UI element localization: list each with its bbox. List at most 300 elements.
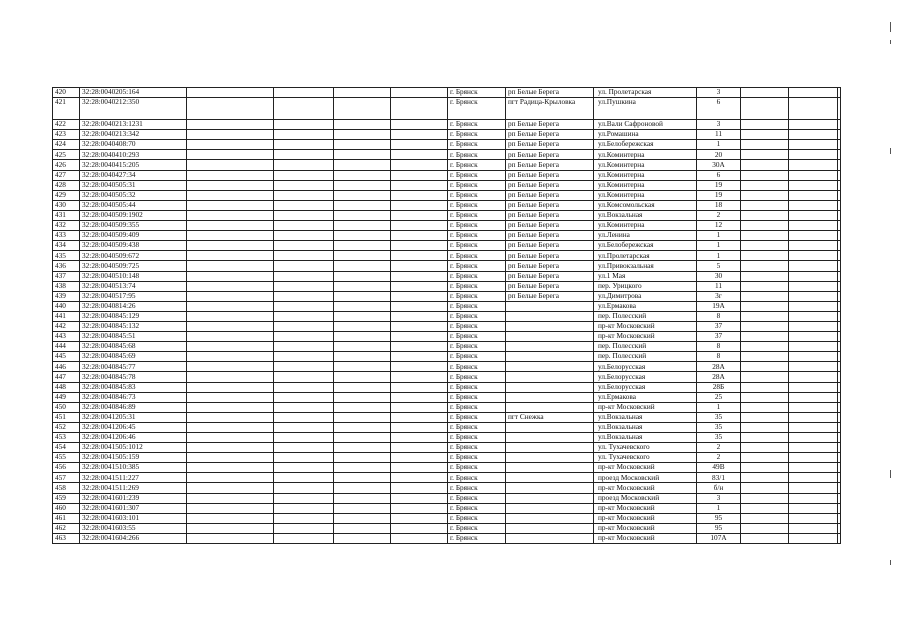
city-cell: г. Брянск: [448, 463, 506, 473]
blank-cell: [187, 352, 274, 362]
cadastral-number-cell: 32:28:0040845:68: [80, 342, 187, 352]
house-number-cell: 8: [697, 352, 741, 362]
blank-cell: [838, 160, 841, 170]
house-number-cell: 107А: [697, 533, 741, 543]
street-cell: ул.Коминтерна: [594, 170, 697, 180]
blank-cell: [274, 523, 334, 533]
row-number-cell: 434: [53, 241, 80, 251]
blank-cell: [334, 210, 391, 220]
row-number-cell: 443: [53, 332, 80, 342]
house-number-cell: 37: [697, 321, 741, 331]
street-cell: пер. Полесский: [594, 311, 697, 321]
house-number-cell: 6: [697, 98, 741, 120]
cadastral-number-cell: 32:28:0040509:725: [80, 261, 187, 271]
blank-cell: [391, 160, 448, 170]
blank-cell: [187, 190, 274, 200]
blank-cell: [187, 433, 274, 443]
blank-cell: [187, 412, 274, 422]
city-cell: г. Брянск: [448, 342, 506, 352]
blank-cell: [838, 443, 841, 453]
blank-cell: [274, 533, 334, 543]
table-row: [53, 473, 841, 483]
blank-cell: [741, 261, 789, 271]
street-cell: ул.Белобережская: [594, 140, 697, 150]
blank-cell: [274, 180, 334, 190]
house-number-cell: 8: [697, 342, 741, 352]
blank-cell: [274, 190, 334, 200]
house-number-cell: 28А: [697, 362, 741, 372]
city-cell: г. Брянск: [448, 473, 506, 483]
blank-cell: [334, 483, 391, 493]
table-row: [53, 281, 841, 291]
city-cell: г. Брянск: [448, 513, 506, 523]
settlement-cell: рп Белые Берега: [506, 231, 594, 241]
blank-cell: [274, 352, 334, 362]
cadastral-number-cell: 32:28:0040205:164: [80, 88, 187, 98]
settlement-cell: рп Белые Берега: [506, 251, 594, 261]
settlement-cell: рп Белые Берега: [506, 261, 594, 271]
blank-cell: [741, 180, 789, 190]
blank-cell: [789, 533, 838, 543]
settlement-cell: [506, 483, 594, 493]
blank-cell: [334, 130, 391, 140]
blank-cell: [391, 382, 448, 392]
blank-cell: [391, 503, 448, 513]
settlement-cell: [506, 352, 594, 362]
cadastral-number-cell: 32:28:0041603:55: [80, 523, 187, 533]
settlement-cell: рп Белые Берега: [506, 88, 594, 98]
cadastral-number-cell: 32:28:0041511:269: [80, 483, 187, 493]
cadastral-number-cell: 32:28:0040510:148: [80, 271, 187, 281]
street-cell: пр-кт Московский: [594, 523, 697, 533]
blank-cell: [187, 210, 274, 220]
row-number-cell: 429: [53, 190, 80, 200]
city-cell: г. Брянск: [448, 523, 506, 533]
blank-cell: [838, 311, 841, 321]
blank-cell: [274, 392, 334, 402]
blank-cell: [789, 463, 838, 473]
row-number-cell: 449: [53, 392, 80, 402]
blank-cell: [789, 231, 838, 241]
blank-cell: [741, 352, 789, 362]
blank-cell: [838, 503, 841, 513]
blank-cell: [334, 291, 391, 301]
street-cell: ул.Ленина: [594, 231, 697, 241]
table-row: [53, 180, 841, 190]
blank-cell: [274, 150, 334, 160]
cadastral-number-cell: 32:28:0040845:51: [80, 332, 187, 342]
blank-cell: [187, 231, 274, 241]
settlement-cell: рп Белые Берега: [506, 281, 594, 291]
row-number-cell: 463: [53, 533, 80, 543]
blank-cell: [838, 251, 841, 261]
blank-cell: [334, 241, 391, 251]
blank-cell: [391, 533, 448, 543]
settlement-cell: [506, 503, 594, 513]
blank-cell: [741, 382, 789, 392]
street-cell: пр-кт Московский: [594, 533, 697, 543]
blank-cell: [838, 210, 841, 220]
blank-cell: [741, 513, 789, 523]
blank-cell: [274, 443, 334, 453]
blank-cell: [838, 523, 841, 533]
blank-cell: [274, 120, 334, 130]
blank-cell: [187, 453, 274, 463]
street-cell: ул.Коминтерна: [594, 180, 697, 190]
blank-cell: [789, 342, 838, 352]
street-cell: ул.Комсомольская: [594, 200, 697, 210]
city-cell: г. Брянск: [448, 200, 506, 210]
city-cell: г. Брянск: [448, 120, 506, 130]
blank-cell: [334, 190, 391, 200]
row-number-cell: 421: [53, 98, 80, 120]
table-row: [53, 301, 841, 311]
blank-cell: [391, 483, 448, 493]
city-cell: г. Брянск: [448, 311, 506, 321]
blank-cell: [838, 231, 841, 241]
blank-cell: [741, 372, 789, 382]
blank-cell: [391, 291, 448, 301]
table-row: [53, 422, 841, 432]
blank-cell: [274, 433, 334, 443]
blank-cell: [187, 463, 274, 473]
blank-cell: [391, 433, 448, 443]
blank-cell: [187, 402, 274, 412]
blank-cell: [187, 382, 274, 392]
city-cell: г. Брянск: [448, 241, 506, 251]
blank-cell: [838, 170, 841, 180]
settlement-cell: [506, 463, 594, 473]
blank-cell: [391, 210, 448, 220]
blank-cell: [741, 342, 789, 352]
table-row: [53, 120, 841, 130]
blank-cell: [187, 321, 274, 331]
city-cell: г. Брянск: [448, 140, 506, 150]
blank-cell: [274, 281, 334, 291]
blank-cell: [789, 88, 838, 98]
blank-cell: [391, 140, 448, 150]
table-row: [53, 150, 841, 160]
city-cell: г. Брянск: [448, 332, 506, 342]
settlement-cell: [506, 433, 594, 443]
table-row: [53, 130, 841, 140]
cadastral-number-cell: 32:28:0041604:266: [80, 533, 187, 543]
blank-cell: [789, 372, 838, 382]
city-cell: г. Брянск: [448, 352, 506, 362]
blank-cell: [391, 332, 448, 342]
city-cell: г. Брянск: [448, 301, 506, 311]
settlement-cell: [506, 493, 594, 503]
row-number-cell: 424: [53, 140, 80, 150]
street-cell: ул.Димитрова: [594, 291, 697, 301]
settlement-cell: [506, 372, 594, 382]
blank-cell: [838, 402, 841, 412]
city-cell: г. Брянск: [448, 160, 506, 170]
city-cell: г. Брянск: [448, 291, 506, 301]
city-cell: г. Брянск: [448, 382, 506, 392]
blank-cell: [274, 251, 334, 261]
blank-cell: [274, 453, 334, 463]
blank-cell: [838, 463, 841, 473]
city-cell: г. Брянск: [448, 221, 506, 231]
blank-cell: [274, 130, 334, 140]
blank-cell: [187, 311, 274, 321]
blank-cell: [741, 332, 789, 342]
blank-cell: [838, 200, 841, 210]
cadastral-number-cell: 32:28:0040845:78: [80, 372, 187, 382]
cadastral-number-cell: 32:28:0041511:227: [80, 473, 187, 483]
blank-cell: [838, 261, 841, 271]
settlement-cell: [506, 342, 594, 352]
house-number-cell: 19А: [697, 301, 741, 311]
city-cell: г. Брянск: [448, 453, 506, 463]
row-number-cell: 422: [53, 120, 80, 130]
blank-cell: [838, 533, 841, 543]
blank-cell: [741, 443, 789, 453]
blank-cell: [274, 412, 334, 422]
blank-cell: [789, 221, 838, 231]
blank-cell: [274, 98, 334, 120]
cadastral-number-cell: 32:28:0040509:438: [80, 241, 187, 251]
blank-cell: [741, 503, 789, 513]
city-cell: г. Брянск: [448, 503, 506, 513]
blank-cell: [391, 523, 448, 533]
row-number-cell: 461: [53, 513, 80, 523]
settlement-cell: [506, 301, 594, 311]
cadastral-number-cell: 32:28:0040213:1231: [80, 120, 187, 130]
blank-cell: [741, 221, 789, 231]
blank-cell: [741, 463, 789, 473]
blank-cell: [741, 281, 789, 291]
cadastral-number-cell: 32:28:0040408:70: [80, 140, 187, 150]
blank-cell: [334, 402, 391, 412]
street-cell: пр-кт Московский: [594, 332, 697, 342]
house-number-cell: 83/1: [697, 473, 741, 483]
blank-cell: [789, 362, 838, 372]
blank-cell: [391, 352, 448, 362]
cadastral-number-cell: 32:28:0041206:45: [80, 422, 187, 432]
blank-cell: [187, 291, 274, 301]
house-number-cell: 37: [697, 332, 741, 342]
blank-cell: [741, 291, 789, 301]
table-row: [53, 311, 841, 321]
blank-cell: [838, 150, 841, 160]
settlement-cell: [506, 523, 594, 533]
settlement-cell: [506, 332, 594, 342]
blank-cell: [391, 453, 448, 463]
city-cell: г. Брянск: [448, 271, 506, 281]
cadastral-number-cell: 32:28:0041206:46: [80, 433, 187, 443]
table-row: [53, 362, 841, 372]
street-cell: проезд Московский: [594, 493, 697, 503]
blank-cell: [391, 463, 448, 473]
row-number-cell: 452: [53, 422, 80, 432]
table-row: [53, 88, 841, 98]
house-number-cell: 19: [697, 180, 741, 190]
blank-cell: [838, 88, 841, 98]
blank-cell: [187, 140, 274, 150]
table-row: [53, 443, 841, 453]
city-cell: г. Брянск: [448, 372, 506, 382]
house-number-cell: 1: [697, 140, 741, 150]
blank-cell: [391, 443, 448, 453]
settlement-cell: [506, 533, 594, 543]
cadastral-number-cell: 32:28:0041505:1012: [80, 443, 187, 453]
blank-cell: [334, 160, 391, 170]
blank-cell: [274, 342, 334, 352]
row-number-cell: 436: [53, 261, 80, 271]
street-cell: пр-кт Московский: [594, 402, 697, 412]
settlement-cell: [506, 402, 594, 412]
street-cell: ул.Вокзальная: [594, 433, 697, 443]
street-cell: пер. Полесский: [594, 342, 697, 352]
blank-cell: [334, 332, 391, 342]
blank-cell: [789, 321, 838, 331]
table-row: [53, 231, 841, 241]
house-number-cell: 6: [697, 170, 741, 180]
street-cell: ул. Тухачевского: [594, 453, 697, 463]
blank-cell: [187, 261, 274, 271]
blank-cell: [838, 453, 841, 463]
blank-cell: [838, 422, 841, 432]
table-row: [53, 98, 841, 120]
city-cell: г. Брянск: [448, 281, 506, 291]
blank-cell: [334, 301, 391, 311]
blank-cell: [391, 190, 448, 200]
cadastral-number-cell: 32:28:0040517:95: [80, 291, 187, 301]
house-number-cell: 1: [697, 241, 741, 251]
cadastral-number-cell: 32:28:0041601:239: [80, 493, 187, 503]
settlement-cell: [506, 443, 594, 453]
blank-cell: [741, 140, 789, 150]
house-number-cell: 11: [697, 130, 741, 140]
table-row: [53, 392, 841, 402]
row-number-cell: 435: [53, 251, 80, 261]
house-number-cell: 3: [697, 120, 741, 130]
blank-cell: [334, 311, 391, 321]
table-body: [53, 88, 841, 544]
blank-cell: [187, 160, 274, 170]
blank-cell: [334, 453, 391, 463]
settlement-cell: рп Белые Берега: [506, 130, 594, 140]
house-number-cell: 8: [697, 311, 741, 321]
cadastral-number-cell: 32:28:0040845:132: [80, 321, 187, 331]
row-number-cell: 442: [53, 321, 80, 331]
blank-cell: [334, 261, 391, 271]
blank-cell: [741, 301, 789, 311]
blank-cell: [187, 150, 274, 160]
blank-cell: [789, 422, 838, 432]
blank-cell: [789, 261, 838, 271]
city-cell: г. Брянск: [448, 98, 506, 120]
blank-cell: [187, 180, 274, 190]
blank-cell: [187, 281, 274, 291]
blank-cell: [789, 433, 838, 443]
blank-cell: [741, 412, 789, 422]
cadastral-number-cell: 32:28:0040509:355: [80, 221, 187, 231]
blank-cell: [838, 382, 841, 392]
street-cell: ул. Тухачевского: [594, 443, 697, 453]
settlement-cell: [506, 422, 594, 432]
street-cell: пер. Урицкого: [594, 281, 697, 291]
blank-cell: [838, 483, 841, 493]
cadastral-number-cell: 32:28:0040505:31: [80, 180, 187, 190]
blank-cell: [391, 281, 448, 291]
blank-cell: [334, 513, 391, 523]
row-number-cell: 460: [53, 503, 80, 513]
row-number-cell: 462: [53, 523, 80, 533]
settlement-cell: рп Белые Берега: [506, 150, 594, 160]
blank-cell: [187, 271, 274, 281]
house-number-cell: 2: [697, 210, 741, 220]
blank-cell: [187, 533, 274, 543]
settlement-cell: рп Белые Берега: [506, 160, 594, 170]
street-cell: проезд Московский: [594, 473, 697, 483]
blank-cell: [741, 88, 789, 98]
city-cell: г. Брянск: [448, 261, 506, 271]
house-number-cell: 12: [697, 221, 741, 231]
blank-cell: [391, 150, 448, 160]
row-number-cell: 453: [53, 433, 80, 443]
blank-cell: [391, 513, 448, 523]
row-number-cell: 456: [53, 463, 80, 473]
city-cell: г. Брянск: [448, 443, 506, 453]
blank-cell: [334, 533, 391, 543]
cadastral-number-cell: 32:28:0040846:73: [80, 392, 187, 402]
house-number-cell: б/н: [697, 483, 741, 493]
blank-cell: [274, 271, 334, 281]
row-number-cell: 455: [53, 453, 80, 463]
house-number-cell: 35: [697, 433, 741, 443]
blank-cell: [391, 311, 448, 321]
blank-cell: [187, 422, 274, 432]
blank-cell: [789, 523, 838, 533]
table-row: [53, 463, 841, 473]
blank-cell: [838, 180, 841, 190]
blank-cell: [334, 88, 391, 98]
street-cell: ул.Коминтерна: [594, 221, 697, 231]
table-row: [53, 412, 841, 422]
house-number-cell: 2: [697, 453, 741, 463]
row-number-cell: 448: [53, 382, 80, 392]
row-number-cell: 445: [53, 352, 80, 362]
cadastral-number-cell: 32:28:0040846:89: [80, 402, 187, 412]
blank-cell: [274, 231, 334, 241]
cadastral-number-cell: 32:28:0040814:26: [80, 301, 187, 311]
house-number-cell: 3: [697, 493, 741, 503]
table-row: [53, 433, 841, 443]
blank-cell: [789, 130, 838, 140]
blank-cell: [391, 180, 448, 190]
street-cell: ул.Пушкина: [594, 98, 697, 120]
blank-cell: [741, 210, 789, 220]
blank-cell: [741, 251, 789, 261]
blank-cell: [334, 221, 391, 231]
table-row: [53, 372, 841, 382]
settlement-cell: рп Белые Берега: [506, 180, 594, 190]
table-row: [53, 483, 841, 493]
blank-cell: [334, 271, 391, 281]
blank-cell: [274, 422, 334, 432]
cadastral-number-cell: 32:28:0041510:385: [80, 463, 187, 473]
street-cell: ул.Ромашина: [594, 130, 697, 140]
blank-cell: [391, 342, 448, 352]
street-cell: ул.Привокзальная: [594, 261, 697, 271]
blank-cell: [789, 271, 838, 281]
street-cell: ул.1 Мая: [594, 271, 697, 281]
blank-cell: [334, 231, 391, 241]
table-row: [53, 402, 841, 412]
